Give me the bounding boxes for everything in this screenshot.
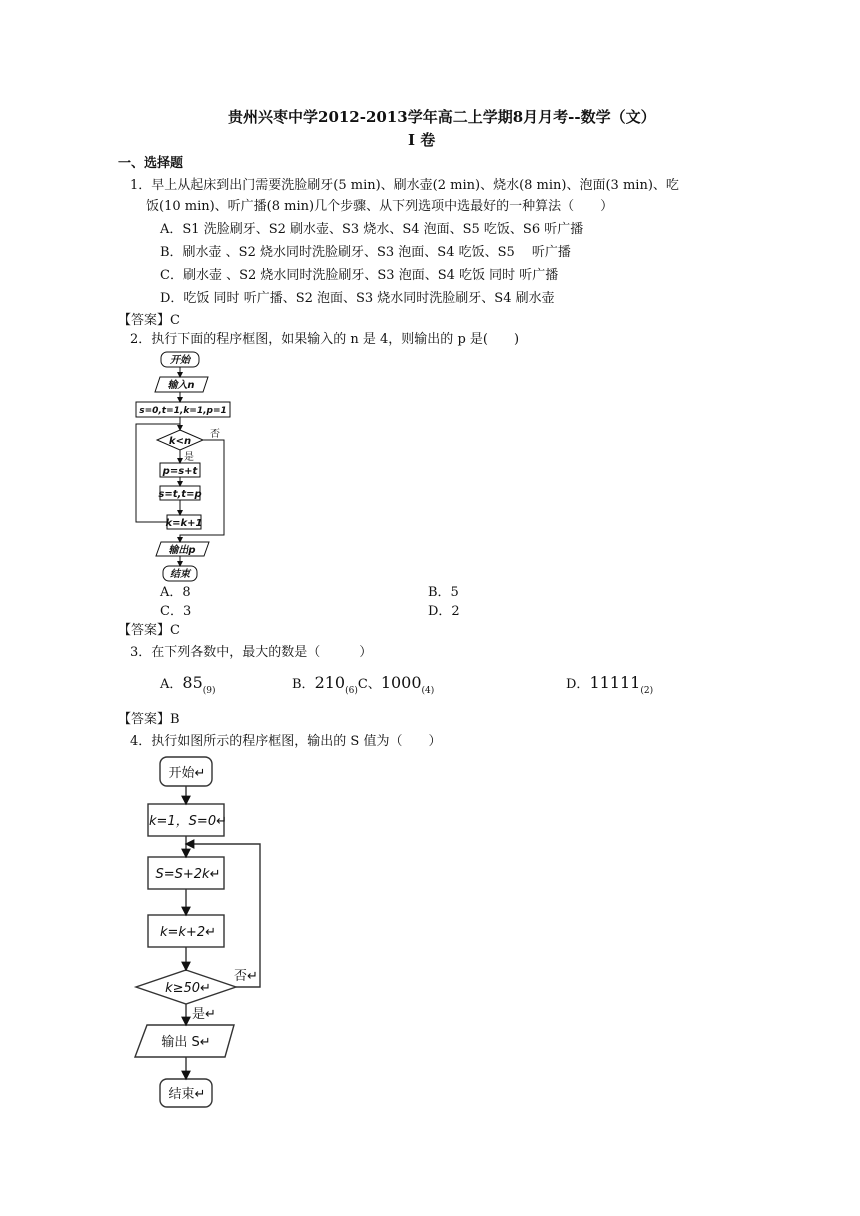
q2-stem: 2．执行下面的程序框图，如果输入的 n 是 4，则输出的 p 是( ) bbox=[130, 332, 520, 347]
q3-option-c-label: C、 bbox=[357, 677, 381, 692]
q3-option-d-num: 11111 bbox=[589, 673, 641, 692]
q3-option-b-num: 210 bbox=[314, 673, 346, 692]
q2-output-text: 输出p bbox=[168, 545, 196, 556]
volume-label: I 卷 bbox=[408, 131, 436, 149]
q4-end-text: 结束↵ bbox=[168, 1087, 206, 1102]
q1-option-b: B．刷水壶 、S2 烧水同时洗脸刷牙、S3 泡面、S4 吃饭、S5 听广播 bbox=[160, 245, 571, 260]
q3-option-b-base: (6) bbox=[345, 686, 358, 696]
q2-step1-text: p=s+t bbox=[162, 466, 198, 477]
q4-flowchart bbox=[130, 752, 280, 1112]
q3-option-b bbox=[292, 675, 434, 694]
section-heading: 一、选择题 bbox=[118, 156, 184, 171]
q3-option-c-num: 1000 bbox=[380, 673, 422, 692]
q2-start-text: 开始 bbox=[170, 355, 190, 366]
q3-option-c-base: (4) bbox=[421, 686, 435, 696]
q1-option-d: D．吃饭 同时 听广播、S2 泡面、S3 烧水同时洗脸刷牙、S4 刷水壶 bbox=[160, 291, 555, 306]
q2-step2-text: s=t,t=p bbox=[158, 489, 202, 500]
q1-stem-line1: 1．早上从起床到出门需要洗脸刷牙(5 min)、刷水壶(2 min)、烧水(8 min)、泡面(3 min)、吃 bbox=[130, 178, 679, 193]
q2-answer: 【答案】C bbox=[118, 623, 180, 638]
q2-option-b: B．5 bbox=[428, 585, 459, 600]
q2-end-text: 结束 bbox=[170, 569, 190, 580]
q2-option-d: D．2 bbox=[428, 604, 460, 619]
q4-yes-label: 是↵ bbox=[192, 1007, 216, 1022]
q2-option-a: A．8 bbox=[160, 585, 191, 600]
q3-option-d-label: D． bbox=[566, 677, 590, 692]
q1-stem-line2: 饭(10 min)、听广播(8 min)几个步骤、从下列选项中选最好的一种算法（ ） bbox=[146, 199, 614, 214]
q4-output-text: 输出 S↵ bbox=[161, 1035, 211, 1050]
q4-no-label: 否↵ bbox=[234, 969, 258, 984]
q2-input-text: 输入n bbox=[167, 380, 195, 391]
q3-option-a-base: (9) bbox=[202, 686, 216, 696]
q4-step1-text: S=S+2k↵ bbox=[155, 867, 221, 882]
q3-option-b-label: B． bbox=[292, 677, 315, 692]
q3-option-a-label: A． bbox=[160, 677, 183, 692]
q2-init-text: s=0,t=1,k=1,p=1 bbox=[139, 406, 227, 416]
q3-option-d-base: (2) bbox=[640, 686, 654, 696]
q2-step3-text: k=k+1 bbox=[165, 518, 203, 529]
page-title: 贵州兴枣中学2012-2013学年高二上学期8月月考--数学（文） bbox=[228, 108, 656, 126]
q3-option-d bbox=[566, 675, 653, 694]
q1-answer: 【答案】C bbox=[118, 313, 180, 328]
q4-cond-text: k≥50↵ bbox=[165, 981, 211, 996]
q2-yes-label: 是 bbox=[184, 452, 194, 463]
q3-answer: 【答案】B bbox=[118, 712, 180, 727]
q3-stem: 3．在下列各数中，最大的数是（ ） bbox=[130, 645, 373, 660]
q3-option-a bbox=[160, 675, 216, 694]
q2-option-c: C．3 bbox=[160, 604, 192, 619]
q2-no-label: 否 bbox=[210, 429, 220, 440]
q1-option-c: C．刷水壶 、S2 烧水同时洗脸刷牙、S3 泡面、S4 吃饭 同时 听广播 bbox=[160, 268, 559, 283]
q2-cond-text: k<n bbox=[168, 436, 192, 447]
q4-start-text: 开始↵ bbox=[168, 766, 206, 781]
q4-stem: 4．执行如图所示的程序框图，输出的 S 值为（ ） bbox=[130, 734, 442, 749]
q4-step2-text: k=k+2↵ bbox=[159, 925, 217, 940]
q2-flowchart bbox=[130, 350, 240, 586]
q3-option-a-num: 85 bbox=[182, 673, 203, 692]
q1-option-a: A．S1 洗脸刷牙、S2 刷水壶、S3 烧水、S4 泡面、S5 吃饭、S6 听广播 bbox=[160, 222, 584, 237]
q4-init-text: k=1，S=0↵ bbox=[148, 814, 228, 829]
